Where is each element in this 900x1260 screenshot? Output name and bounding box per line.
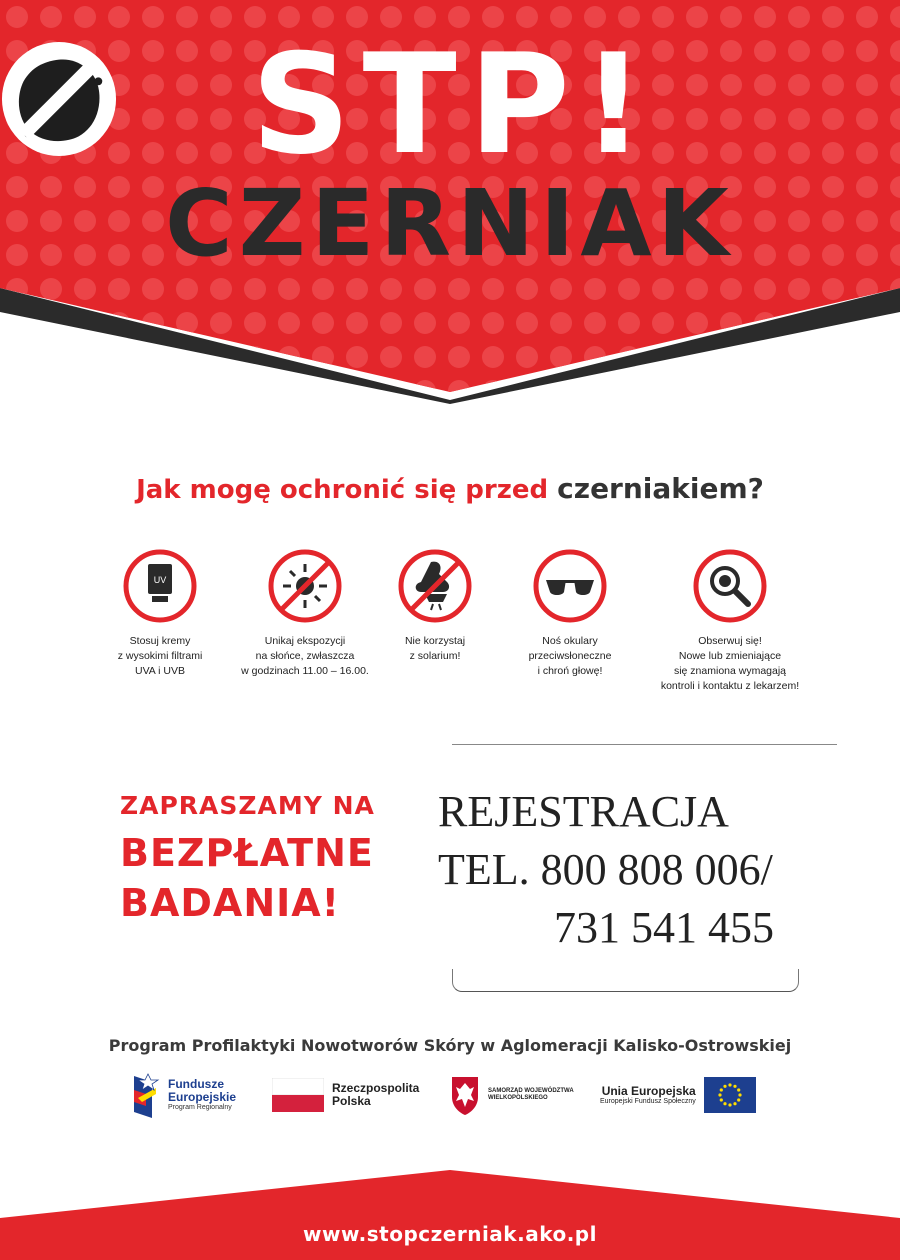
wielkopolska-coat-of-arms-icon <box>450 1075 480 1115</box>
logo-unia-europejska <box>600 1070 756 1120</box>
registration-label: REJESTRACJA <box>438 787 729 836</box>
invitation-line-3: BADANIA! <box>120 881 341 925</box>
tip-text: Nie korzystaj z solarium! <box>404 635 466 662</box>
invitation-line-1: ZAPRASZAMY NA <box>120 791 375 820</box>
fe-line-1: Fundusze <box>168 1076 224 1091</box>
protection-tips <box>95 548 825 718</box>
registration-top-line <box>452 744 837 745</box>
registration-phone-2: 731 541 455 <box>554 903 774 952</box>
sw-line-2: WIELKOPOLSKIEGO <box>488 1095 548 1101</box>
sunglasses-icon <box>532 548 608 624</box>
registration-phone-1: TEL. 800 808 006/ <box>438 845 773 894</box>
stop-letter-s: S <box>251 24 355 185</box>
tip-text: Unikaj ekspozycji na słońce, zwłaszcza w godzinach 11.00 – 16.00. <box>241 635 369 677</box>
fundusze-europejskie-icon <box>134 1072 160 1118</box>
tip-text: Noś okulary przeciwsłoneczne i chroń głowę! <box>528 635 612 677</box>
stop-title <box>0 24 900 185</box>
footer-background <box>0 1170 900 1260</box>
ue-line-1: Unia Europejska <box>601 1083 696 1098</box>
tip-avoid-sun <box>230 548 380 679</box>
stop-letter-t: T <box>362 24 461 185</box>
footer-banner <box>0 1170 900 1260</box>
sunscreen-uv-icon <box>122 548 198 624</box>
sponsor-logos <box>0 1070 900 1130</box>
rp-line-1: Rzeczpospolita <box>332 1080 420 1095</box>
registration-bottom-frame <box>452 969 799 992</box>
invitation-line-2: BEZPŁATNE <box>120 831 374 875</box>
tip-text: Stosuj kremy z wysokimi filtrami UVA i UVB <box>117 635 203 677</box>
logo-samorzad-wojewodztwa <box>450 1070 574 1120</box>
tip-sunglasses <box>505 548 635 679</box>
logo-fundusze-europejskie <box>134 1070 236 1120</box>
sw-line-1: SAMORZĄD WOJEWÓDZTWA <box>488 1088 574 1095</box>
tip-sunscreen <box>95 548 225 679</box>
header-banner <box>0 0 900 410</box>
registration-box <box>438 744 837 990</box>
polish-flag-icon <box>272 1078 324 1112</box>
eu-flag-icon <box>704 1077 756 1113</box>
website-link[interactable]: www.stopczerniak.ako.pl <box>303 1222 597 1246</box>
ue-line-2: Europejski Fundusz Społeczny <box>600 1097 696 1105</box>
tip-observe <box>635 548 825 694</box>
stop-letter-p: P <box>468 24 574 185</box>
uv-label: UV <box>153 575 167 585</box>
solarium-lamp-icon <box>397 548 473 624</box>
tip-no-solarium <box>375 548 495 664</box>
program-title: Program Profilaktyki Nowotworów Skóry w Aglomeracji Kalisko-Ostrowskiej <box>108 1036 792 1055</box>
czerniak-title: CZERNIAK <box>165 170 735 277</box>
invitation-text <box>120 790 410 928</box>
question-part-1: Jak mogę ochronić się przed <box>136 475 558 505</box>
rp-line-2: Polska <box>332 1094 371 1108</box>
magnifier-icon <box>692 548 768 624</box>
tip-text: Obserwuj się! Nowe lub zmieniające się znamiona wymagają kontroli i kontaktu z lekarzem! <box>660 635 800 692</box>
stop-letter-exclamation: ! <box>581 24 649 185</box>
fe-line-2: Europejskie <box>168 1090 237 1105</box>
protection-question <box>0 472 900 505</box>
fe-line-3: Program Regionalny <box>168 1104 232 1112</box>
sun-icon <box>267 548 343 624</box>
stop-sign-icon <box>0 40 118 158</box>
question-part-2: czerniakiem? <box>557 472 764 505</box>
logo-rzeczpospolita-polska <box>272 1070 419 1120</box>
